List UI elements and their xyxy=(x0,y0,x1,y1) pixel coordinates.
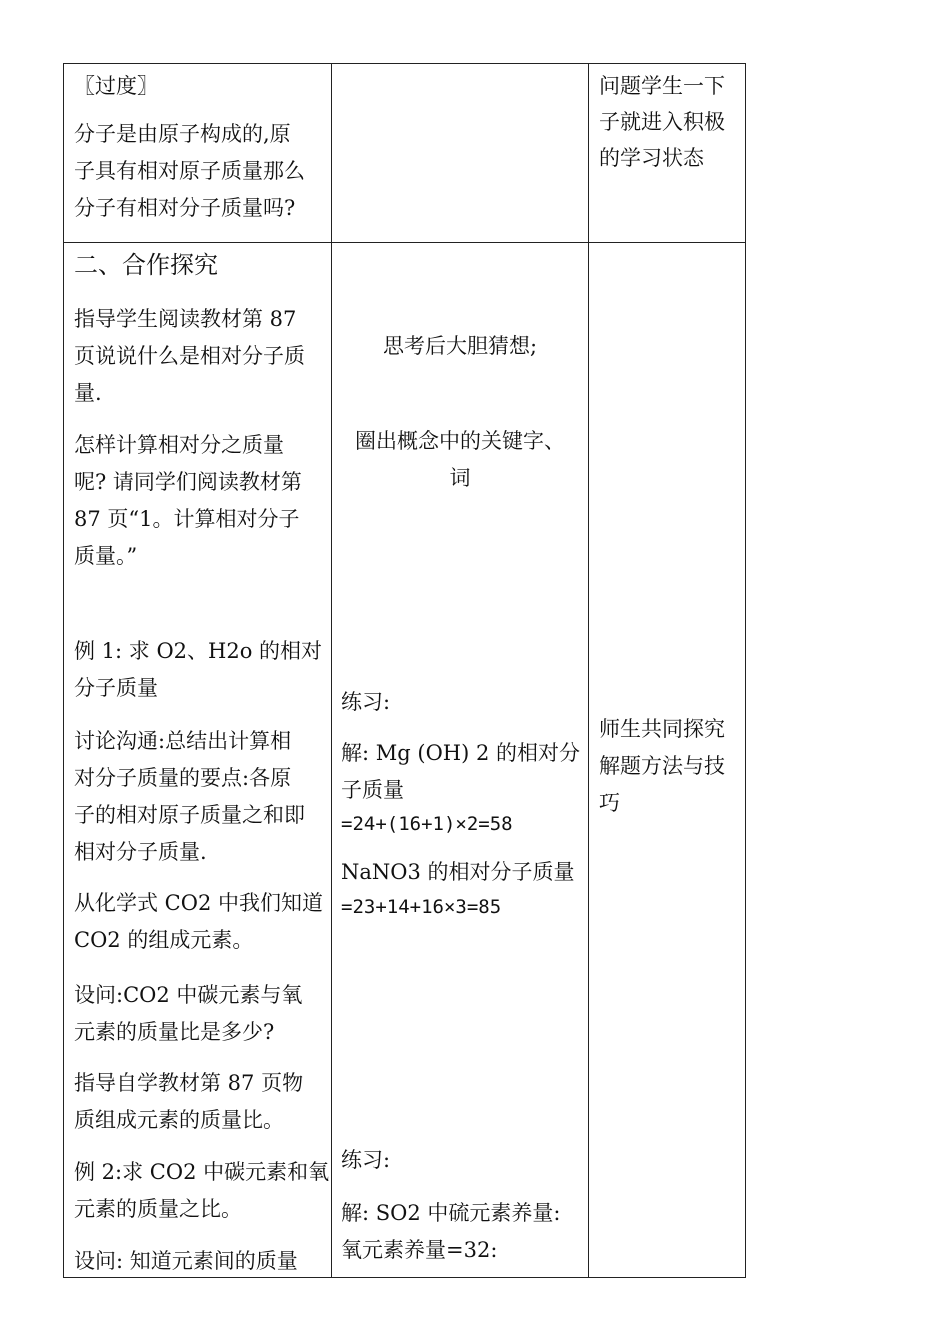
text-line: 解: SO2 中硫元素养量: xyxy=(341,1201,561,1225)
text-line: 设问: 知道元素间的质量 xyxy=(74,1249,298,1273)
text-line: 解: Mg (OH) 2 的相对分 xyxy=(341,741,580,765)
text-line: 量. xyxy=(74,381,102,405)
text-line: 问题学生一下 xyxy=(599,74,725,98)
text-line: 分子质量 xyxy=(74,676,158,700)
design-intent-cell xyxy=(589,243,746,1278)
text-line: 元素的质量之比。 xyxy=(74,1197,242,1221)
text-line: NaNO3 的相对分子质量 xyxy=(341,860,575,884)
text-line: 质组成元素的质量比。 xyxy=(74,1108,284,1132)
student-activity-cell xyxy=(332,64,589,243)
text-line: 指导学生阅读教材第 87 xyxy=(74,307,297,331)
text-line: 师生共同探究 xyxy=(599,717,725,741)
text-line: 页说说什么是相对分子质 xyxy=(74,344,305,368)
transition-label: 〖过度〗 xyxy=(74,74,158,98)
text-line: 巧 xyxy=(599,791,620,815)
text-line: 87 页“1。计算相对分子 xyxy=(74,507,300,531)
text-line: 分子有相对分子质量吗? xyxy=(74,196,296,220)
text-line: 从化学式 CO2 中我们知道 xyxy=(74,891,323,915)
text-line: 氧元素养量=32: xyxy=(341,1238,498,1262)
text-line: 指导自学教材第 87 页物 xyxy=(74,1071,304,1095)
text-line: 呢? 请同学们阅读教材第 xyxy=(74,470,302,494)
text-line: 分子是由原子构成的,原 xyxy=(74,122,291,146)
text-line: 对分子质量的要点:各原 xyxy=(74,766,292,790)
text-line: 的学习状态 xyxy=(599,146,704,170)
lesson-table xyxy=(63,63,746,1278)
practice-title: 练习: xyxy=(341,690,391,714)
text-line: 解题方法与技 xyxy=(599,754,725,778)
text-line: 例 2:求 CO2 中碳元素和氧 xyxy=(74,1160,330,1184)
text-line: 元素的质量比是多少? xyxy=(74,1020,275,1044)
text-line: 讨论沟通:总结出计算相 xyxy=(74,729,292,753)
text-line: 子的相对原子质量之和即 xyxy=(74,803,305,827)
design-intent-cell xyxy=(589,64,746,243)
text-line: 例 1: 求 O2、H2o 的相对 xyxy=(74,639,323,663)
text-line: 子质量 xyxy=(341,778,404,802)
text-line: 怎样计算相对分之质量 xyxy=(74,433,284,457)
text-line: 子具有相对原子质量那么 xyxy=(74,159,305,183)
text-line: CO2 的组成元素。 xyxy=(74,928,254,952)
table-row xyxy=(64,243,746,1278)
student-activity-cell xyxy=(332,243,589,1278)
text-line: 设问:CO2 中碳元素与氧 xyxy=(74,983,303,1007)
text-line: 圈出概念中的关键字、 xyxy=(355,429,565,453)
practice-title: 练习: xyxy=(341,1148,391,1172)
guess-text: 思考后大胆猜想; xyxy=(382,334,538,358)
text-line: 质量。” xyxy=(74,544,138,568)
text-line: 子就进入积极 xyxy=(599,110,725,134)
teacher-activity-cell xyxy=(64,64,332,243)
text-line: 相对分子质量. xyxy=(74,840,207,864)
text-line: 词 xyxy=(449,466,471,490)
table-row xyxy=(64,64,746,243)
teacher-activity-cell xyxy=(64,243,332,1278)
formula-line: =24+(16+1)×2=58 xyxy=(341,813,513,835)
formula-line: =23+14+16×3=85 xyxy=(341,896,502,918)
section-heading: 二、合作探究 xyxy=(74,251,218,279)
